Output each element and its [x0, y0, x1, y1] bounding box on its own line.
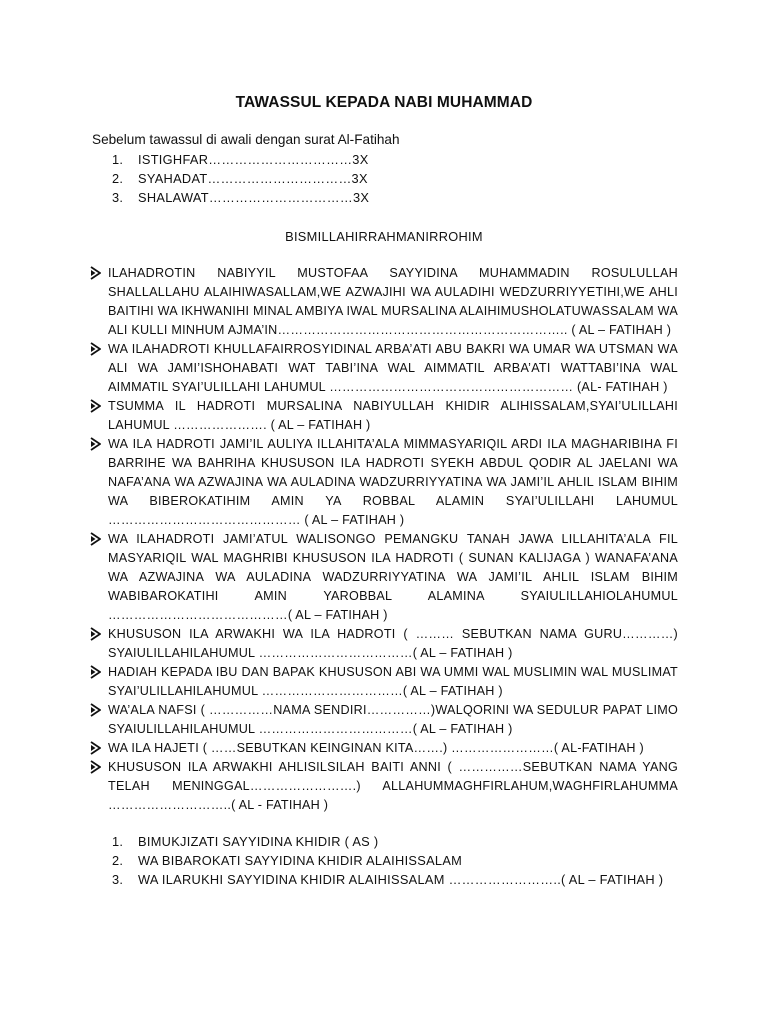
bullet-text: WA’ALA NAFSI ( ……………NAMA SENDIRI……………)WALQORINI WA SEDULUR PAPAT LIMO SYAIULILLAHILAHUMUL ………………………………( AL – FATIHAH ): [108, 703, 678, 736]
arrow-bullet-icon: [90, 437, 102, 451]
bullet-text: HADIAH KEPADA IBU DAN BAPAK KHUSUSON ABI WA UMMI WAL MUSLIMIN WAL MUSLIMAT SYAI’ULILLAHILAHUMUL ……………………………( AL – FATIHAH ): [108, 665, 678, 698]
bullet-item: [90, 264, 678, 340]
bullet-item: [90, 340, 678, 397]
page-title: TAWASSUL KEPADA NABI MUHAMMAD: [235, 94, 533, 111]
list-number: 3.: [112, 872, 124, 887]
bullet-text: WA ILA HAJETI ( ……SEBUTKAN KEINGINAN KITA…….) ……………………( AL-FATIHAH ): [108, 741, 644, 755]
bullet-item: [90, 758, 678, 815]
list-number: 2.: [112, 171, 124, 186]
bullet-text: WA ILAHADROTI JAMI’ATUL WALISONGO PEMANGKU TANAH JAWA LILLAHITA’ALA FIL MASYARIQIL WAL MAGHRIBI KHUSUSON ILA HADROTI ( SUNAN KALIJAGA ) WANAFA’ANA WA AZWAJINA WA AULADINA WADZURRIYYATINA WA JAMI’IL AHLIL ISLAM BIHIM WABIBAROKATIHI AMIN YAROBBAL ALAMINA SYAIULILLAHIOLAHUMUL ……………………………………( AL – FATIHAH ): [108, 532, 678, 622]
arrow-bullet-icon: [90, 266, 102, 280]
arrow-bullet-icon: [90, 703, 102, 717]
list-item-text: WA BIBAROKATI SAYYIDINA KHIDIR ALAIHISSALAM: [138, 853, 463, 868]
intro-text: Sebelum tawassul di awali dengan surat Al-Fatihah: [92, 132, 400, 147]
bullet-text: ILAHADROTIN NABIYYIL MUSTOFAA SAYYIDINA MUHAMMADIN ROSULULLAH SHALLALLAHU ALAIHIWASALLAM,WE AZWAJIHI WA AULADIHI WEDZURRIYYETIHI,WE AHLI BAITIHI WA IKHWANIHI MINAL AMBIYA IWAL MURSALINA ALAIHIMUSHOLATUWASSALAM WA ALI KULLI MINHUM AJMA’IN………………………………………………………….. ( AL – FATIHAH ): [108, 266, 678, 337]
list-item: [112, 870, 712, 889]
list-item-text: ISTIGHFAR……………………………3X: [138, 152, 369, 167]
list-item-text: SYAHADAT……………………………3X: [138, 171, 368, 186]
list-item-text: SHALAWAT……………………………3X: [138, 190, 370, 205]
arrow-bullet-icon: [90, 399, 102, 413]
bullet-item: [90, 397, 678, 435]
list-item: [112, 188, 712, 207]
list-item: [112, 851, 712, 870]
bullet-text: WA ILA HADROTI JAMI’IL AULIYA ILLAHITA’ALA MIMMASYARIQIL ARDI ILA MAGHARIBIHA FI BARRIHE WA BAHRIHA KHUSUSON ILA HADROTI SYEKH ABDUL QODIR AL JAELANI WA NAFA’ANA WA AZWAJINA WA AULADINA WADZURRIYYATINA WA JAMI’IL AHLIL ISLAM BIHIM WA BIBEROKATIHIM AMIN YA ROBBAL ALAMIN SYAI’ULILLAHI LAHUMUL ……………………………………… ( AL – FATIHAH ): [108, 437, 678, 527]
arrow-bullet-icon: [90, 342, 102, 356]
list-item: [112, 150, 712, 169]
arrow-bullet-icon: [90, 532, 102, 546]
bullet-item: [90, 701, 678, 739]
basmalah-heading: BISMILLAHIRRAHMANIRROHIM: [285, 229, 483, 244]
list-item: [112, 832, 712, 851]
arrow-bullet-icon: [90, 627, 102, 641]
tawassul-bullet-list: [90, 264, 678, 815]
bullet-item: [90, 625, 678, 663]
bullet-item: [90, 435, 678, 530]
list-number: 3.: [112, 190, 124, 205]
list-number: 2.: [112, 853, 124, 868]
arrow-bullet-icon: [90, 665, 102, 679]
bullet-text: KHUSUSON ILA ARWAKHI AHLISILSILAH BAITI ANNI ( ……………SEBUTKAN NAMA YANG TELAH MENINGGAL…………………….) ALLAHUMMAGHFIRLAHUM,WAGHFIRLAHUMMA ………………………..( AL - FATIHAH ): [108, 760, 678, 812]
bullet-item: [90, 739, 678, 758]
list-number: 1.: [112, 152, 124, 167]
bullet-item: [90, 663, 678, 701]
list-item: [112, 169, 712, 188]
bullet-item: [90, 530, 678, 625]
arrow-bullet-icon: [90, 760, 102, 774]
bullet-text: KHUSUSON ILA ARWAKHI WA ILA HADROTI ( ……… SEBUTKAN NAMA GURU…………) SYAIULILLAHILAHUMUL ………………………………( AL – FATIHAH ): [108, 627, 678, 660]
preface-list: [112, 150, 712, 207]
list-item-text: WA ILARUKHI SAYYIDINA KHIDIR ALAIHISSALAM ……………………..( AL – FATIHAH ): [138, 872, 664, 887]
list-number: 1.: [112, 834, 124, 849]
arrow-bullet-icon: [90, 741, 102, 755]
list-item-text: BIMUKJIZATI SAYYIDINA KHIDIR ( AS ): [138, 834, 379, 849]
bullet-text: WA ILAHADROTI KHULLAFAIRROSYIDINAL ARBA’ATI ABU BAKRI WA UMAR WA UTSMAN WA ALI WA JAMI’ISHOHABATI WAT TABI’INA WAL AIMMATIL ARBA’ATI WATTABI’INA WAL AIMMATIL SYAI’ULILLAHI LAHUMUL ………………………………………………… (AL- FATIHAH ): [108, 342, 678, 394]
closing-list: [112, 832, 712, 889]
bullet-text: TSUMMA IL HADROTI MURSALINA NABIYULLAH KHIDIR ALIHISSALAM,SYAI’ULILLAHI LAHUMUL …………………. ( AL – FATIHAH ): [108, 399, 678, 432]
